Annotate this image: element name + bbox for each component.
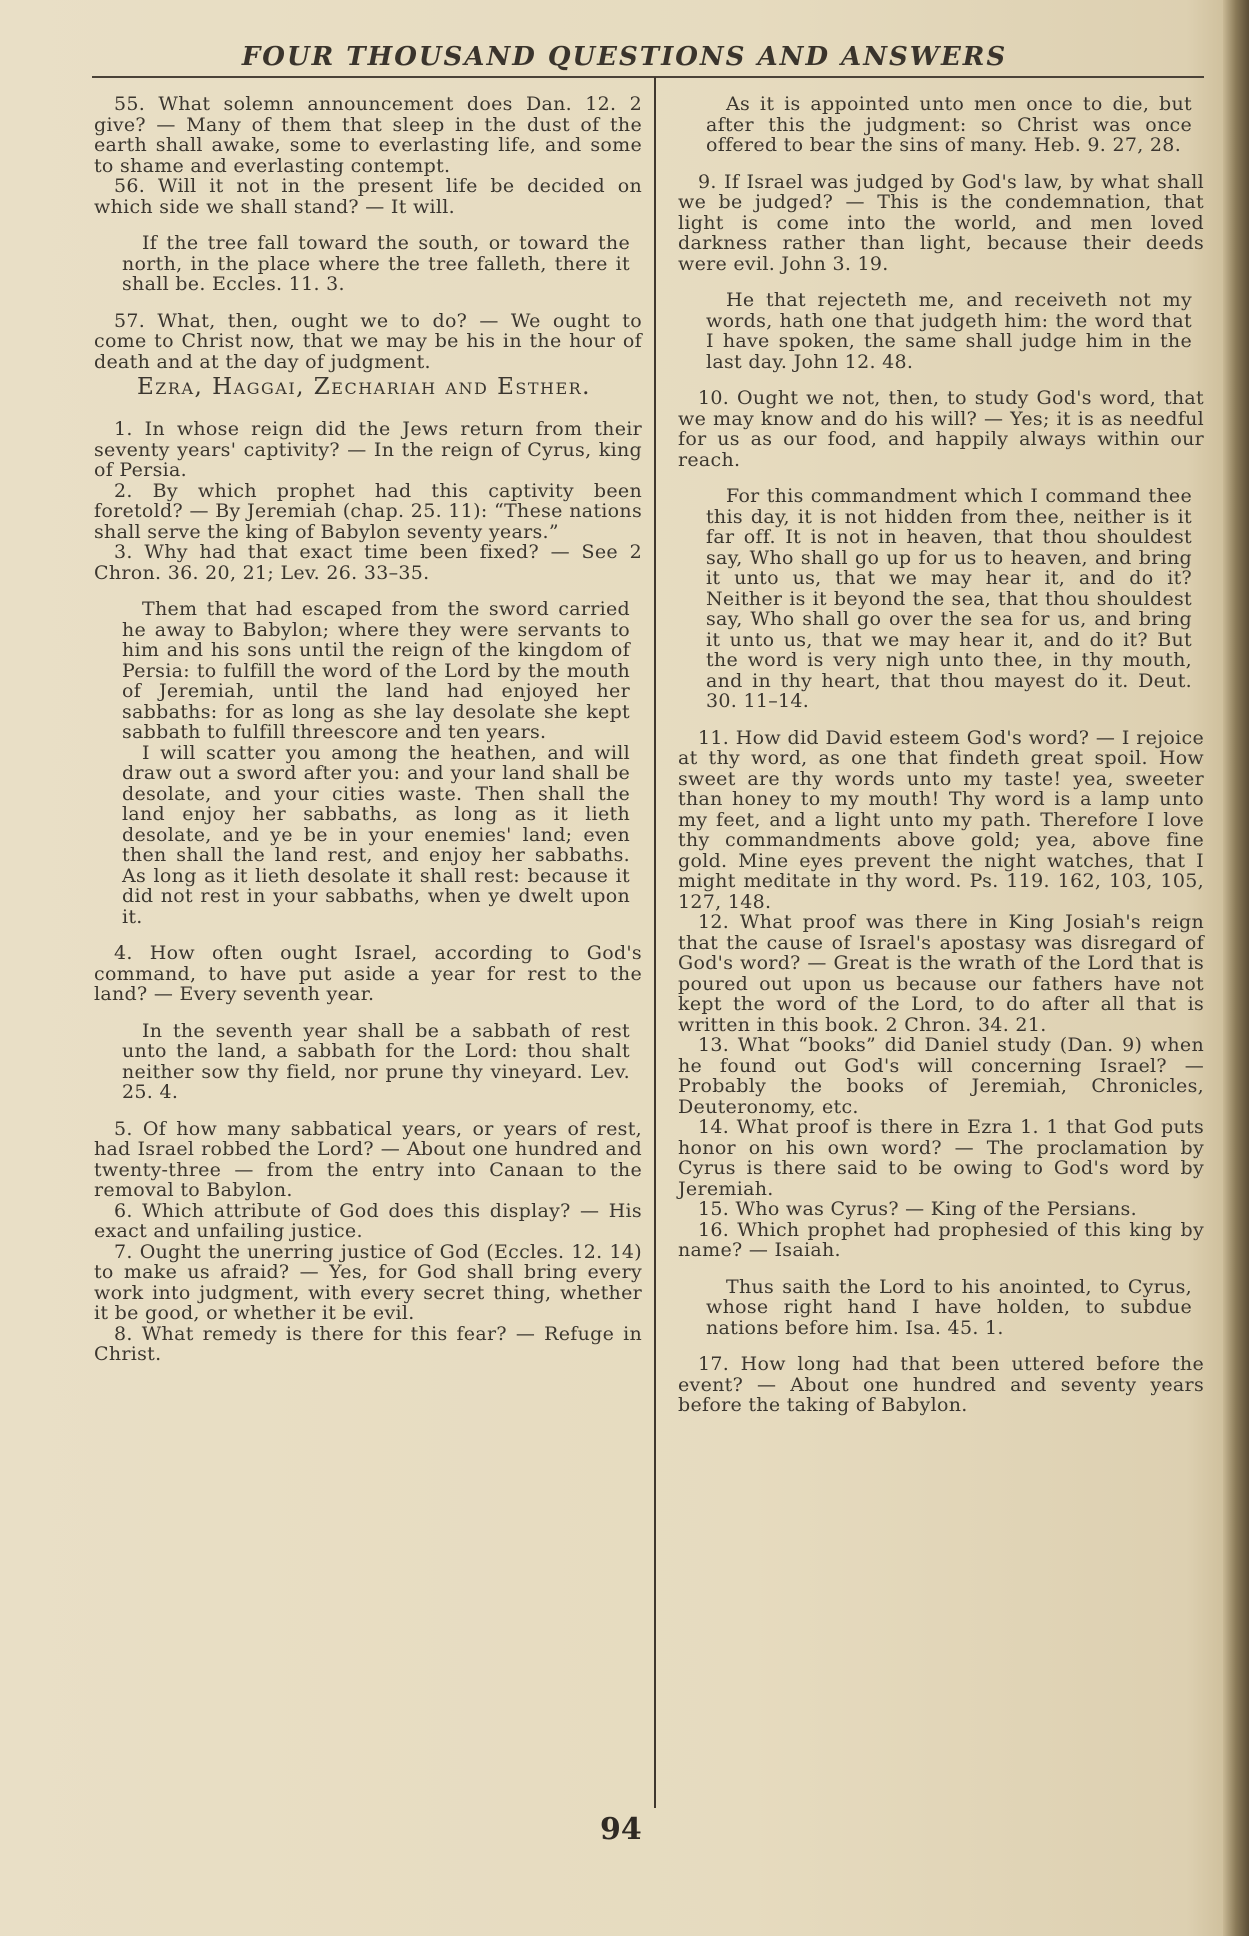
question-4: 4. How often ought Israel, according to God's command, to have put aside a year for rest to the land? — Every seventh year.	[94, 942, 642, 1005]
question-3: 3. Why had that exact time been fixed? — See 2 Chron. 36. 20, 21; Lev. 26. 33–35.	[94, 541, 642, 584]
question-6: 6. Which attribute of God does this display? — His exact and unfailing justice.	[94, 1199, 642, 1242]
question-9: 9. If Israel was judged by God's law, by what shall we be judged? — This is the condemnation, that light is come into the world, and men loved darkness rather than light, because their deeds were evil. John 3. 19.	[678, 170, 1204, 275]
question-16: 16. Which prophet had prophesied of this king by name? — Isaiah.	[678, 1218, 1204, 1261]
scripture-quote-lev25: In the seventh year shall be a sabbath of rest unto the land, a sabbath for the Lord: thou shalt neither sow thy field, nor prune thy vineyard. Lev. 25. 4.	[122, 1019, 630, 1103]
header-rule	[92, 76, 1204, 78]
question-17: 17. How long had that been uttered before the event? — About one hundred and seventy years before the taking of Babylon.	[678, 1353, 1204, 1416]
question-11: 11. How did David esteem God's word? — I rejoice at thy word, as one that findeth great spoil. How sweet are thy words unto my taste! yea, sweeter than honey to my mouth! Thy word is a lamp unto my feet, and a light unto my path. Therefore I love thy commandments above gold; yea, above fine gold. Mine eyes prevent the night watches, that I might meditate in thy word. Ps. 119. 162, 103, 105, 127, 148.	[678, 726, 1204, 913]
right-column	[678, 94, 1204, 1416]
question-56: 56. Will it not in the present life be decided on which side we shall stand? — It will.	[94, 175, 642, 218]
column-divider	[654, 77, 656, 1808]
question-55: 55. What solemn announcement does Dan. 12. 2 give? — Many of them that sleep in the dust of the earth shall awake, some to everlasting life, and some to shame and everlasting contempt.	[94, 93, 642, 177]
question-15: 15. Who was Cyrus? — King of the Persians.	[698, 1198, 1137, 1220]
question-8: 8. What remedy is there for this fear? — Refuge in Christ.	[94, 1322, 642, 1365]
question-10: 10. Ought we not, then, to study God's word, that we may know and do his will? — Yes; it is as needful for us as our food, and happily always within our reach.	[678, 387, 1204, 471]
question-57: 57. What, then, ought we to do? — We ought to come to Christ now, that we may be his in the hour of death and at the day of judgment.	[94, 309, 642, 373]
question-12: 12. What proof was there in King Josiah's reign that the cause of Israel's apostasy was disregard of God's word? — Great is the wrath of the Lord that is poured out upon us because our fathers have not kept the word of the Lord, to do after all that is written in this book. 2 Chron. 34. 21.	[678, 911, 1204, 1036]
scripture-quote-heb: As it is appointed unto men once to die, but after this the judgment: so Christ was once offered to bear the sins of many. Heb. 9. 27, 28.	[706, 93, 1192, 156]
page-number: 94	[600, 1812, 642, 1847]
scripture-quote-lev26: I will scatter you among the heathen, and will draw out a sword after you: and your land shall be desolate, and your cities waste. Then shall the land enjoy her sabbaths, as long as it lieth desolate, and ye be in your enemies' land; even then shall the land rest, and enjoy her sabbaths. As long as it lieth desolate it shall rest: because it did not rest in your sabbaths, when ye dwelt upon it.	[122, 741, 630, 928]
question-14: 14. What proof is there in Ezra 1. 1 that God puts honor on his own word? — The proclamation by Cyrus is there said to be owing to God's word by Jeremiah.	[678, 1116, 1204, 1200]
question-2: 2. By which prophet had this captivity been foretold? — By Jeremiah (chap. 25. 11): “These nations shall serve the king of Babylon seventy years.”	[94, 479, 642, 543]
page-edge-shadow	[1223, 0, 1249, 1936]
running-header: FOUR THOUSAND QUESTIONS AND ANSWERS	[241, 42, 1008, 72]
scripture-quote-eccles: If the tree fall toward the south, or toward the north, in the place where the tree falleth, there it shall be. Eccles. 11. 3.	[122, 232, 630, 295]
question-5: 5. Of how many sabbatical years, or years of rest, had Israel robbed the Lord? — About one hundred and twenty-three — from the entry into Canaan to the removal to Babylon.	[94, 1117, 642, 1201]
scripture-quote-chron: Them that had escaped from the sword carried he away to Babylon; where they were servants to him and his sons until the reign of the kingdom of Persia: to fulfill the word of the Lord by the mouth of Jeremiah, until the land had enjoyed her sabbaths: for as long as she lay desolate she kept sabbath to fulfill threescore and ten years.	[122, 598, 630, 743]
scripture-quote-deut: For this commandment which I command thee this day, it is not hidden from thee, neither is it far off. It is not in heaven, that thou shouldest say, Who shall go up for us to heaven, and bring it unto us, that we may hear it, and do it? Neither is it beyond the sea, that thou shouldest say, Who shall go over the sea for us, and bring it unto us, that we may hear it, and do it? But the word is very nigh unto thee, in thy mouth, and in thy heart, that thou mayest do it. Deut. 30. 11–14.	[706, 485, 1192, 712]
scripture-quote-isa: Thus saith the Lord to his anointed, to Cyrus, whose right hand I have holden, to subdue nations before him. Isa. 45. 1.	[706, 1275, 1192, 1339]
section-heading: Ezra, Haggai, Zechariah and Esther.	[136, 374, 591, 400]
left-column	[94, 94, 642, 1365]
question-1: 1. In whose reign did the Jews return from their seventy years' captivity? — In the reign of Cyrus, king of Persia.	[94, 418, 642, 481]
scripture-quote-john: He that rejecteth me, and receiveth not my words, hath one that judgeth him: the word that I have spoken, the same shall judge him in the last day. John 12. 48.	[706, 289, 1192, 373]
question-13: 13. What “books” did Daniel study (Dan. 9) when he found out God's will concerning Israel? — Probably the books of Jeremiah, Chronicles, Deuteronomy, etc.	[678, 1034, 1204, 1118]
question-7: 7. Ought the unerring justice of God (Eccles. 12. 14) to make us afraid? — Yes, for God shall bring every work into judgment, with every secret thing, whether it be good, or whether it be evil.	[94, 1240, 642, 1324]
